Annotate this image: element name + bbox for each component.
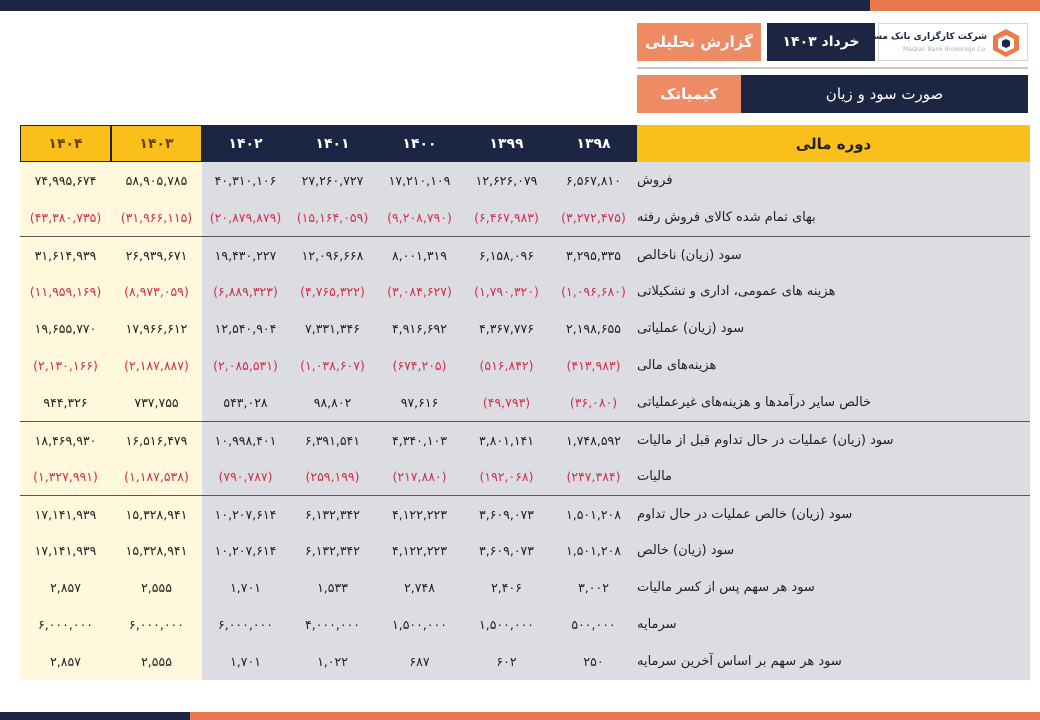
report-type-badge: گزارش تحلیلی (637, 23, 761, 61)
value-cell: ۱۵,۳۲۸,۹۴۱ (111, 496, 202, 532)
year-header-1400: ۱۴۰۰ (376, 125, 463, 162)
value-cell: (۶,۴۶۷,۹۸۳) (463, 199, 550, 236)
value-cell: ۴,۳۴۰,۱۰۳ (376, 422, 463, 458)
value-cell: ۵۸,۹۰۵,۷۸۵ (111, 162, 202, 199)
value-cell: ۱,۵۳۳ (289, 569, 376, 606)
table-row (20, 569, 1030, 606)
value-cell: (۳,۰۸۴,۶۲۷) (376, 273, 463, 310)
value-cell: ۱۹,۶۵۵,۷۷۰ (20, 310, 111, 347)
value-cell: ۳,۶۰۹,۰۷۳ (463, 496, 550, 532)
top-bar-orange (870, 0, 1040, 11)
value-cell: ۴,۱۲۲,۲۲۳ (376, 532, 463, 569)
value-cell: ۱۷,۲۱۰,۱۰۹ (376, 162, 463, 199)
value-cell: ۵۴۳,۰۲۸ (202, 384, 289, 421)
value-cell: ۴۰,۳۱۰,۱۰۶ (202, 162, 289, 199)
value-cell: (۵۱۶,۸۴۲) (463, 347, 550, 384)
table-row (20, 532, 1030, 569)
value-cell: ۶,۱۳۲,۳۴۲ (289, 496, 376, 532)
value-cell: ۱۸,۴۶۹,۹۳۰ (20, 422, 111, 458)
value-cell: (۲,۱۳۰,۱۶۶) (20, 347, 111, 384)
table-row (20, 384, 1030, 421)
value-cell: (۱,۳۲۷,۹۹۱) (20, 458, 111, 495)
value-cell: (۷۹۰,۷۸۷) (202, 458, 289, 495)
value-cell: ۶۰۲ (463, 643, 550, 680)
table-row (20, 236, 1030, 273)
value-cell: ۱۷,۱۴۱,۹۳۹ (20, 532, 111, 569)
value-cell: ۱۲,۶۲۶,۰۷۹ (463, 162, 550, 199)
value-cell: ۹۷,۶۱۶ (376, 384, 463, 421)
company-name: شرکت کارگزاری بانک مسکن (859, 32, 987, 42)
value-cell: (۹,۲۰۸,۷۹۰) (376, 199, 463, 236)
value-cell: ۱۷,۹۶۶,۶۱۲ (111, 310, 202, 347)
value-cell: ۴,۰۰۰,۰۰۰ (289, 606, 376, 643)
table-row (20, 273, 1030, 310)
value-cell: ۱۶,۵۱۶,۴۷۹ (111, 422, 202, 458)
row-label: مالیات (637, 458, 1030, 495)
value-cell: ۷۳۷,۷۵۵ (111, 384, 202, 421)
value-cell: (۶۷۴,۲۰۵) (376, 347, 463, 384)
value-cell: ۵۰۰,۰۰۰ (550, 606, 637, 643)
statement-title: صورت سود و زیان (741, 75, 1028, 113)
symbol-badge: کیمیاتک (637, 75, 741, 113)
table-row (20, 199, 1030, 236)
table-row (20, 643, 1030, 680)
row-label: فروش (637, 162, 1030, 199)
table-header-row (20, 125, 1030, 162)
value-cell: ۶,۱۳۲,۳۴۲ (289, 532, 376, 569)
row-label: سود (زیان) عملیاتی (637, 310, 1030, 347)
year-header-1401: ۱۴۰۱ (289, 125, 376, 162)
value-cell: ۶,۰۰۰,۰۰۰ (111, 606, 202, 643)
value-cell: ۳۱,۶۱۴,۹۳۹ (20, 237, 111, 273)
row-label: سود (زیان) عملیات در حال تداوم قبل از مالیات (637, 422, 1030, 458)
value-cell: ۷,۳۳۱,۳۴۶ (289, 310, 376, 347)
value-cell: ۲۷,۲۶۰,۷۲۷ (289, 162, 376, 199)
year-header-1404: ۱۴۰۴ (20, 125, 111, 162)
value-cell: (۱۹۲,۰۶۸) (463, 458, 550, 495)
year-header-1398: ۱۳۹۸ (550, 125, 637, 162)
value-cell: ۱,۷۰۱ (202, 569, 289, 606)
value-cell: ۲,۷۴۸ (376, 569, 463, 606)
value-cell: ۳,۸۰۱,۱۴۱ (463, 422, 550, 458)
row-label: بهای تمام شده کالای فروش رفته (637, 199, 1030, 236)
value-cell: ۳,۲۹۵,۳۳۵ (550, 237, 637, 273)
value-cell: ۱,۵۰۰,۰۰۰ (376, 606, 463, 643)
value-cell: ۹۴۴,۳۲۶ (20, 384, 111, 421)
value-cell: (۲۰,۸۷۹,۸۷۹) (202, 199, 289, 236)
table-body (20, 162, 1030, 680)
value-cell: ۲,۸۵۷ (20, 569, 111, 606)
value-cell: ۶,۰۰۰,۰۰۰ (202, 606, 289, 643)
value-cell: ۱۰,۹۹۸,۴۰۱ (202, 422, 289, 458)
value-cell: (۲۴۷,۳۸۴) (550, 458, 637, 495)
bottom-bar-orange (190, 712, 1040, 720)
report-date-badge: خرداد ۱۴۰۳ (767, 23, 875, 61)
table-row (20, 495, 1030, 532)
table-row (20, 421, 1030, 458)
row-label: سود (زیان) خالص عملیات در حال تداوم (637, 496, 1030, 532)
value-cell: ۲۵۰ (550, 643, 637, 680)
company-logo-icon (991, 28, 1021, 58)
value-cell: ۱۲,۵۴۰,۹۰۴ (202, 310, 289, 347)
value-cell: ۶,۰۰۰,۰۰۰ (20, 606, 111, 643)
row-label: سود (زیان) خالص (637, 532, 1030, 569)
value-cell: ۱۷,۱۴۱,۹۳۹ (20, 496, 111, 532)
year-header-1399: ۱۳۹۹ (463, 125, 550, 162)
value-cell: ۱,۷۰۱ (202, 643, 289, 680)
value-cell: (۲,۱۸۷,۸۸۷) (111, 347, 202, 384)
row-label: سود (زیان) ناخالص (637, 237, 1030, 273)
value-cell: (۴,۷۶۵,۳۲۲) (289, 273, 376, 310)
value-cell: ۲,۵۵۵ (111, 643, 202, 680)
value-cell: (۳۶,۰۸۰) (550, 384, 637, 421)
value-cell: ۱,۵۰۰,۰۰۰ (463, 606, 550, 643)
value-cell: ۴,۹۱۶,۶۹۲ (376, 310, 463, 347)
value-cell: (۲۱۷,۸۸۰) (376, 458, 463, 495)
income-statement-table (20, 125, 1030, 680)
value-cell: (۲۵۹,۱۹۹) (289, 458, 376, 495)
value-cell: ۴,۳۶۷,۷۷۶ (463, 310, 550, 347)
value-cell: (۳۱,۹۶۶,۱۱۵) (111, 199, 202, 236)
value-cell: ۱۲,۰۹۶,۶۶۸ (289, 237, 376, 273)
value-cell: ۲,۸۵۷ (20, 643, 111, 680)
value-cell: ۶,۳۹۱,۵۴۱ (289, 422, 376, 458)
value-cell: (۱,۱۸۷,۵۳۸) (111, 458, 202, 495)
table-row (20, 162, 1030, 199)
top-bar-dark (0, 0, 870, 11)
value-cell: ۳,۶۰۹,۰۷۳ (463, 532, 550, 569)
value-cell: ۷۴,۹۹۵,۶۷۴ (20, 162, 111, 199)
year-header-1403: ۱۴۰۳ (111, 125, 202, 162)
row-label: سود هر سهم پس از کسر مالیات (637, 569, 1030, 606)
value-cell: (۲,۰۸۵,۵۳۱) (202, 347, 289, 384)
bottom-bar-dark (0, 712, 190, 720)
value-cell: ۲۶,۹۳۹,۶۷۱ (111, 237, 202, 273)
period-header: دوره مالی (637, 125, 1030, 162)
value-cell: ۱۰,۲۰۷,۶۱۴ (202, 496, 289, 532)
value-cell: (۱,۰۹۶,۶۸۰) (550, 273, 637, 310)
value-cell: ۲,۴۰۶ (463, 569, 550, 606)
value-cell: ۲,۵۵۵ (111, 569, 202, 606)
table-row (20, 310, 1030, 347)
value-cell: (۴۹,۷۹۳) (463, 384, 550, 421)
company-logo-box (859, 23, 1028, 61)
value-cell: (۳,۲۷۲,۴۷۵) (550, 199, 637, 236)
value-cell: (۱,۷۹۰,۳۲۰) (463, 273, 550, 310)
header-divider (637, 67, 1028, 69)
value-cell: ۴,۱۲۲,۲۲۳ (376, 496, 463, 532)
value-cell: ۱,۵۰۱,۲۰۸ (550, 496, 637, 532)
value-cell: (۱۵,۱۶۴,۰۵۹) (289, 199, 376, 236)
value-cell: ۱۵,۳۲۸,۹۴۱ (111, 532, 202, 569)
value-cell: ۲,۱۹۸,۶۵۵ (550, 310, 637, 347)
value-cell: ۱,۷۴۸,۵۹۲ (550, 422, 637, 458)
value-cell: ۶,۵۶۷,۸۱۰ (550, 162, 637, 199)
row-label: هزینه های عمومی، اداری و تشکیلاتی (637, 273, 1030, 310)
value-cell: (۸,۹۷۳,۰۵۹) (111, 273, 202, 310)
value-cell: ۶,۱۵۸,۰۹۶ (463, 237, 550, 273)
value-cell: (۱,۰۳۸,۶۰۷) (289, 347, 376, 384)
row-label: سرمایه (637, 606, 1030, 643)
value-cell: ۱,۰۲۲ (289, 643, 376, 680)
value-cell: (۴۱۳,۹۸۳) (550, 347, 637, 384)
value-cell: ۱۹,۴۳۰,۲۲۷ (202, 237, 289, 273)
row-label: خالص سایر درآمدها و هزینه‌های غیرعملیاتی (637, 384, 1030, 421)
table-row (20, 458, 1030, 495)
value-cell: (۶,۸۸۹,۳۲۳) (202, 273, 289, 310)
row-label: سود هر سهم بر اساس آخرین سرمایه (637, 643, 1030, 680)
company-name-en: Maskan Bank Brokerage Co. (903, 46, 987, 53)
value-cell: ۹۸,۸۰۲ (289, 384, 376, 421)
row-label: هزینه‌های مالی (637, 347, 1030, 384)
year-header-1402: ۱۴۰۲ (202, 125, 289, 162)
value-cell: ۸,۰۰۱,۳۱۹ (376, 237, 463, 273)
value-cell: ۱,۵۰۱,۲۰۸ (550, 532, 637, 569)
table-row (20, 347, 1030, 384)
value-cell: (۱۱,۹۵۹,۱۶۹) (20, 273, 111, 310)
value-cell: ۳,۰۰۲ (550, 569, 637, 606)
value-cell: (۴۳,۳۸۰,۷۳۵) (20, 199, 111, 236)
value-cell: ۱۰,۲۰۷,۶۱۴ (202, 532, 289, 569)
value-cell: ۶۸۷ (376, 643, 463, 680)
table-row (20, 606, 1030, 643)
